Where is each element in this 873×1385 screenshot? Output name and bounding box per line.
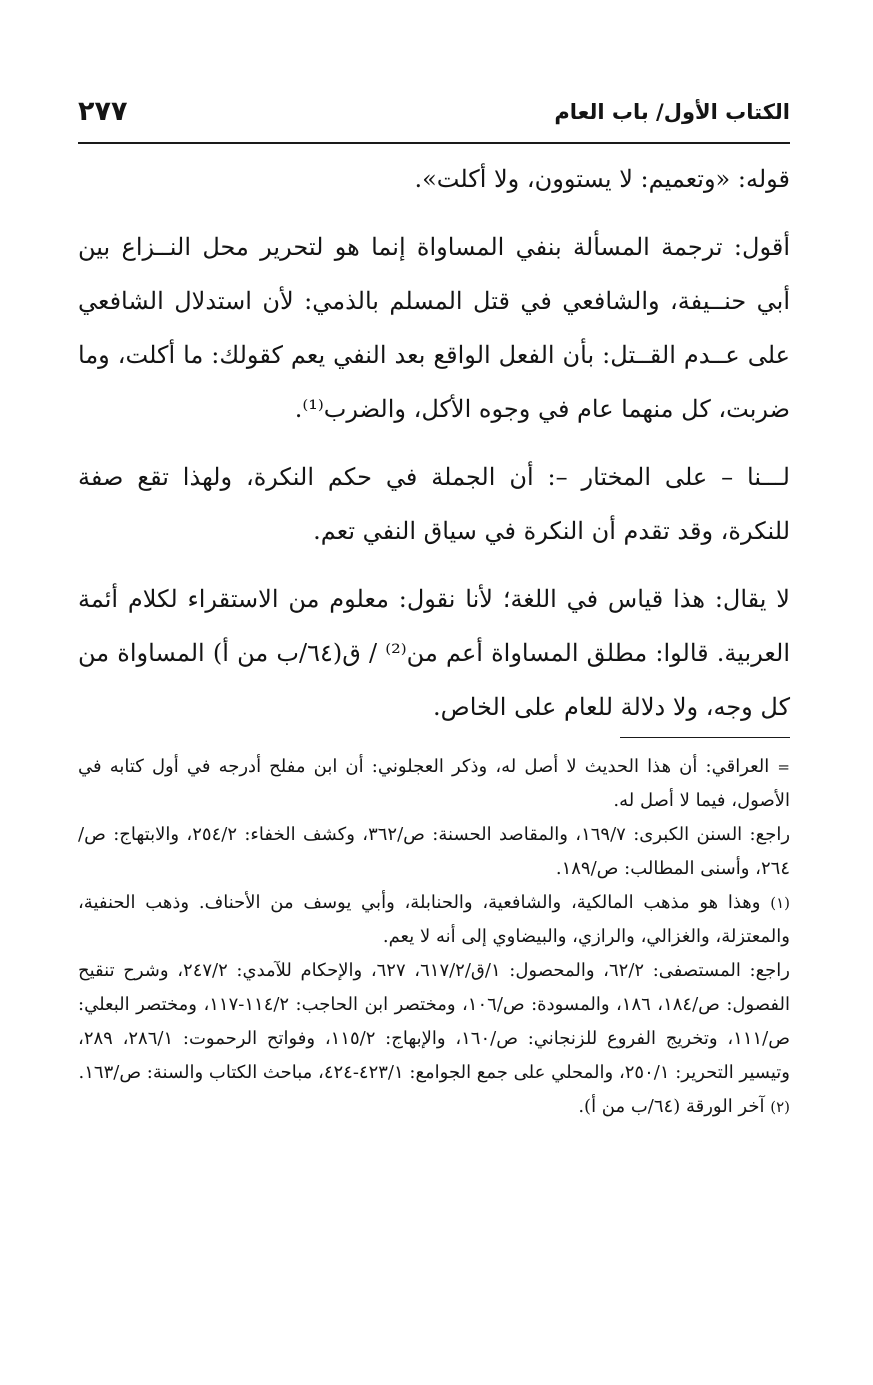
footnote-text: آخر الورقة (٦٤/ب من أ).	[578, 1096, 765, 1117]
page-number: ٢٧٧	[78, 96, 128, 127]
footnote-marker: (٢)	[770, 1098, 790, 1116]
footnote-text: وهذا هو مذهب المالكية، والشافعية، والحنابلة، وأبي يوسف من الأحناف. وذهب الحنفية، والمعتزلة، والغزالي، والرازي، والبيضاوي إلى أنه لا يعم.	[78, 892, 790, 947]
header-rule	[78, 142, 790, 144]
footnote-text: العراقي: أن هذا الحديث لا أصل له، وذكر العجلوني: أن ابن مفلح أدرجه في أول كتابه في الأصول، فيما لا أصل له.	[78, 756, 790, 811]
footnote-text: راجع: السنن الكبرى: ١٦٩/٧، والمقاصد الحسنة: ص/٣٦٢، وكشف الخفاء: ٢٥٤/٢، والابتهاج: ص/٢٦٤، وأسنى المطالب: ص/١٨٩.	[78, 824, 791, 879]
footnote	[78, 1090, 790, 1124]
footnote-separator	[620, 737, 790, 738]
footnote	[78, 818, 790, 886]
paragraph: قوله: «وتعميم: لا يستوون، ولا أكلت».	[414, 165, 790, 193]
footnote-marker: =	[777, 758, 790, 776]
chapter-title: الكتاب الأول/ باب العام	[554, 100, 790, 124]
footnote	[78, 954, 790, 1090]
footnotes	[78, 750, 790, 1124]
paragraph: لا يقال: هذا قياس في اللغة؛ لأنا نقول: معلوم من الاستقراء لكلام أئمة العربية. قالوا: مطلق المساواة أعم من⁽²⁾ / ق(٦٤/ب من أ) المساواة من كل وجه، ولا دلالة للعام على الخاص.	[78, 585, 790, 721]
main-text	[78, 152, 790, 748]
page-header	[78, 96, 790, 136]
footnote	[78, 886, 790, 954]
paragraph: لـــنا – على المختار –: أن الجملة في حكم النكرة، ولهذا تقع صفة للنكرة، وقد تقدم أن النكرة في سياق النفي تعم.	[78, 463, 790, 545]
paragraph: أقول: ترجمة المسألة بنفي المساواة إنما هو لتحرير محل النــزاع بين أبي حنــيفة، والشافعي في قتل المسلم بالذمي: لأن استدلال الشافعي على عــدم القــتل: بأن الفعل الواقع بعد النفي يعم كقولك: ما أكلت، وما ضربت، كل منهما عام في وجوه الأكل، والضرب⁽¹⁾.	[78, 233, 790, 423]
footnote-marker: (١)	[770, 894, 790, 912]
footnote	[78, 750, 790, 818]
footnote-text: راجع: المستصفى: ٦٢/٢، والمحصول: ١/ق/٦١٧/٢، ٦٢٧، والإحكام للآمدي: ٢٤٧/٢، وشرح تنقيح الفصول: ص/١٨٤، ١٨٦، والمسودة: ص/١٠٦، ومختصر ابن الحاجب: ١١٤/٢-١١٧، ومختصر البعلي: ص/١١١، وتخريج الفروع للزنجاني: ص/١٦٠، والإبهاج: ١١٥/٢، وفواتح الرحموت: ٢٨٦/١، ٢٨٩، وتيسير التحرير: ٢٥٠/١، والمحلي على جمع الجوامع: ٤٢٣/١-٤٢٤، مباحث الكتاب والسنة: ص/١٦٣.	[78, 960, 791, 1083]
